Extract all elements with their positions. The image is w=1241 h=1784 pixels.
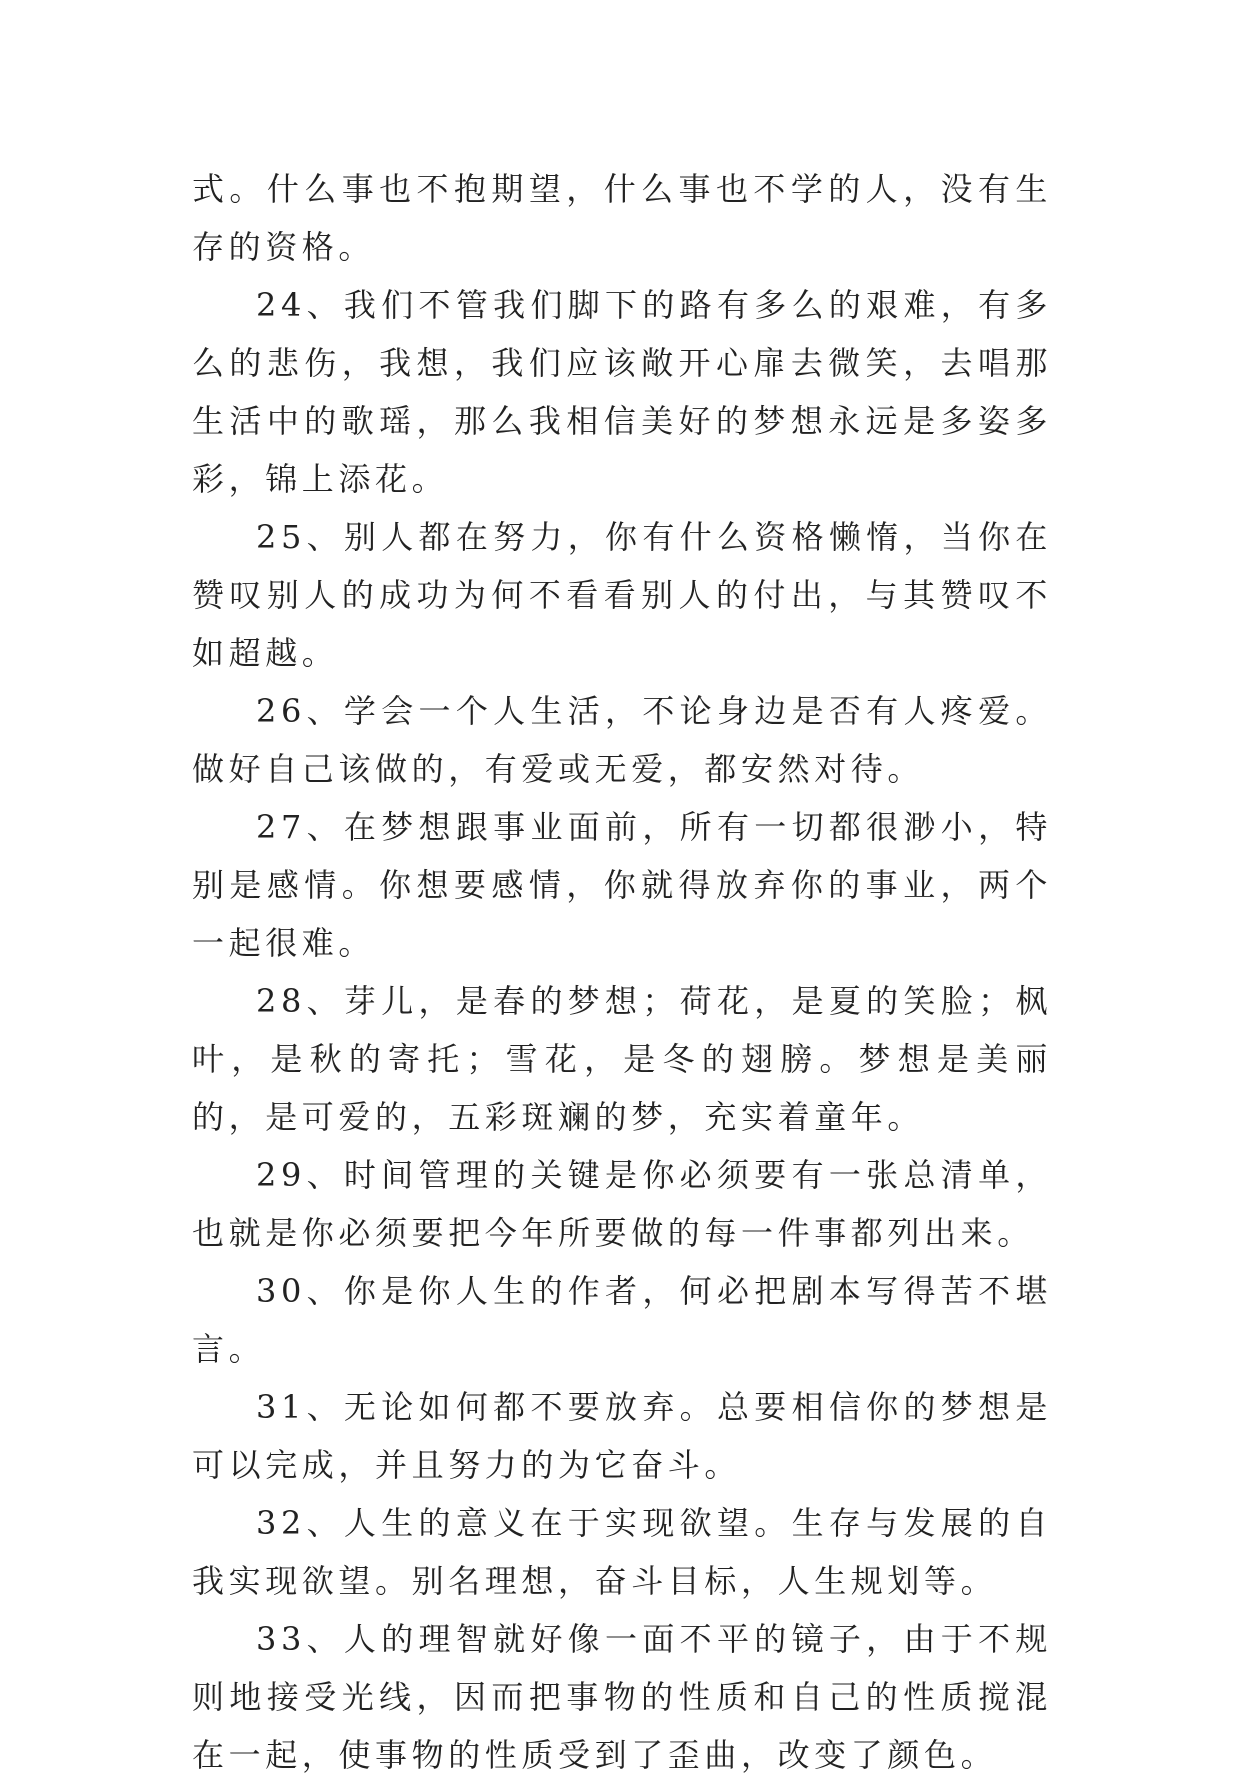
document-body <box>192 160 1052 1784</box>
paragraph-26: 26、学会一个人生活，不论身边是否有人疼爱。做好自己该做的，有爱或无爱，都安然对待。 <box>192 692 1052 788</box>
paragraph-24: 24、我们不管我们脚下的路有多么的艰难，有多么的悲伤，我想，我们应该敞开心扉去微笑，去唱那生活中的歌瑶，那么我相信美好的梦想永远是多姿多彩，锦上添花。 <box>192 286 1052 498</box>
paragraph-33: 33、人的理智就好像一面不平的镜子，由于不规则地接受光线，因而把事物的性质和自己的性质搅混在一起，使事物的性质受到了歪曲，改变了颜色。 <box>192 1620 1052 1774</box>
paragraph-continuation: 式。什么事也不抱期望，什么事也不学的人，没有生存的资格。 <box>192 170 1052 266</box>
paragraph-32: 32、人生的意义在于实现欲望。生存与发展的自我实现欲望。别名理想，奋斗目标，人生规划等。 <box>192 1504 1052 1600</box>
paragraph-30: 30、你是你人生的作者，何必把剧本写得苦不堪言。 <box>192 1272 1052 1368</box>
paragraph-29: 29、时间管理的关键是你必须要有一张总清单，也就是你必须要把今年所要做的每一件事都列出来。 <box>192 1156 1052 1252</box>
paragraph-27: 27、在梦想跟事业面前，所有一切都很渺小，特别是感情。你想要感情，你就得放弃你的事业，两个一起很难。 <box>192 808 1052 962</box>
paragraph-28: 28、芽儿，是春的梦想；荷花，是夏的笑脸；枫叶，是秋的寄托；雪花，是冬的翅膀。梦想是美丽的，是可爱的，五彩斑斓的梦，充实着童年。 <box>192 982 1052 1136</box>
paragraph-25: 25、别人都在努力，你有什么资格懒惰，当你在赞叹别人的成功为何不看看别人的付出，与其赞叹不如超越。 <box>192 518 1052 672</box>
paragraph-31: 31、无论如何都不要放弃。总要相信你的梦想是可以完成，并且努力的为它奋斗。 <box>192 1388 1052 1484</box>
